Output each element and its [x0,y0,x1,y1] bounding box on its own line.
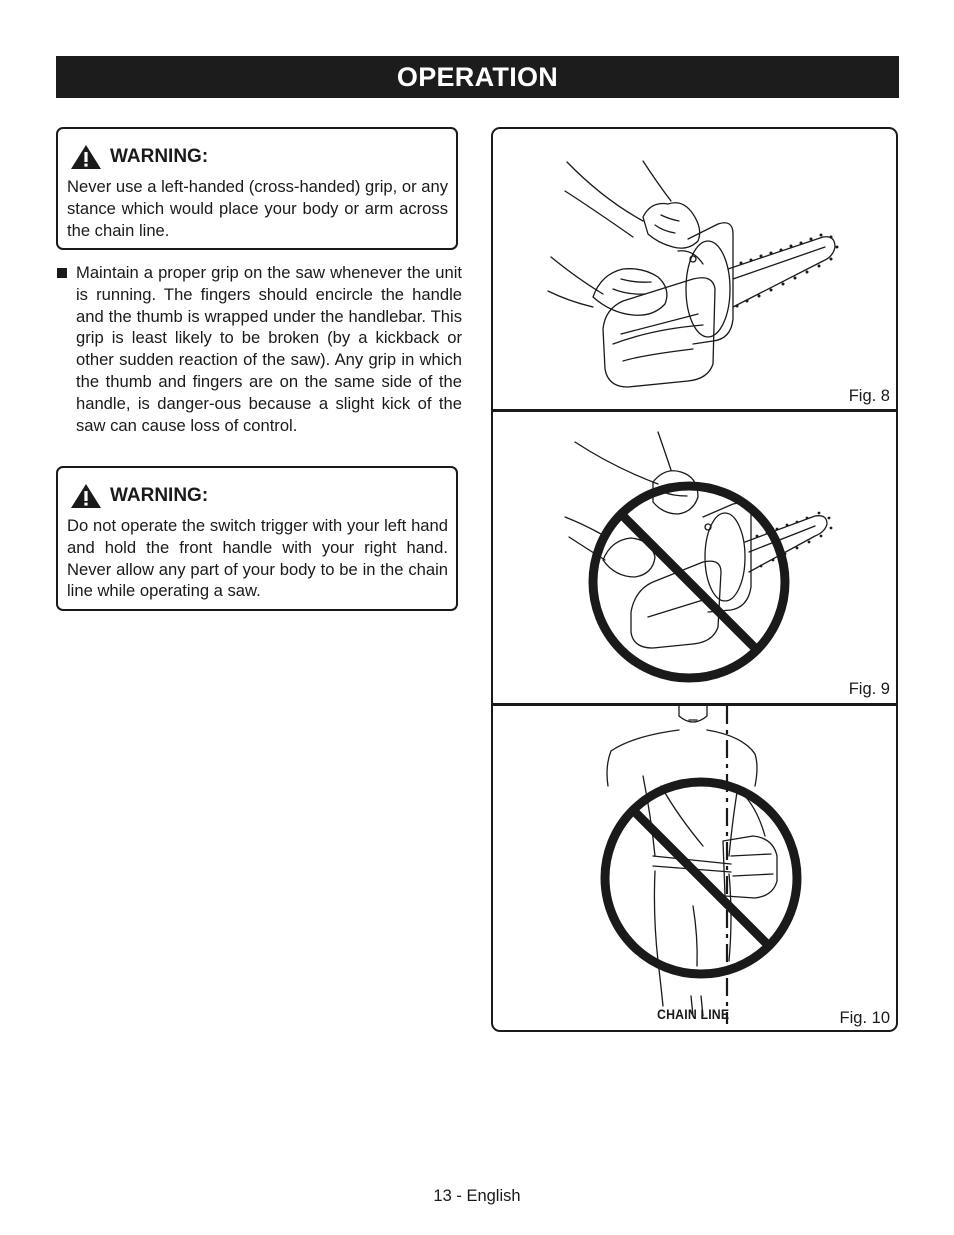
bullet-text: Maintain a proper grip on the saw whenever the unit is running. The fingers should encircle the handle and the thumb is wrapped under the handlebar. This grip is least likely to be broken (by a kickback or other sudden reaction of the saw). Any grip in which the thumb and fingers are on the same side of the handle, is danger-ous because a slight kick of the saw can cause loss of control. [76,263,462,435]
warning-text: Do not operate the switch trigger with your left hand and hold the front handle with your right hand. Never allow any part of your body to be in the chain line while operating a saw. [67,516,448,601]
prohibition-icon [593,486,785,678]
section-header [56,56,899,98]
warning-text: Never use a left-handed (cross-handed) grip, or any stance which would place your body or arm across the chain line. [67,177,448,240]
page-footer: 13 - English [433,1187,521,1205]
improper-grip-illustration [493,412,895,702]
warning-label: WARNING: [110,146,209,167]
figure-label-10: Fig. 10 [839,1009,890,1027]
section-title: OPERATION [396,62,559,92]
warning-heading [67,144,448,170]
warning-box-trigger [56,466,458,611]
figure-label-9: Fig. 9 [848,680,890,698]
proper-grip-illustration [493,129,895,409]
warning-triangle-icon [70,144,102,170]
bullet-square-icon [57,268,67,278]
warning-label: WARNING: [110,485,209,506]
chain-line-label: CHAIN LINE [657,1006,730,1022]
figure-label-8: Fig. 8 [848,387,890,405]
warning-heading [67,483,448,509]
prohibition-icon [605,782,797,974]
warning-box-grip [56,127,458,250]
chain-line-illustration [493,706,895,1026]
bullet-item [56,262,462,436]
figure-panel [491,127,898,1032]
warning-triangle-icon [70,483,102,509]
